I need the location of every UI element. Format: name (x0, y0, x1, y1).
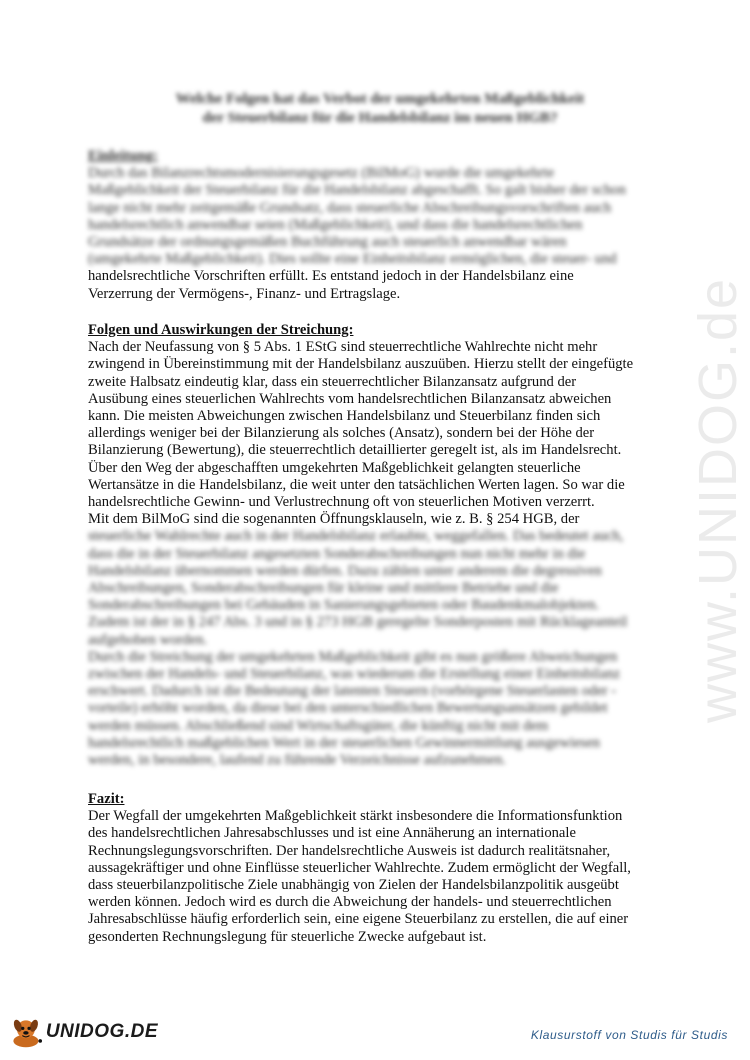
paragraph-line: aufgehoben worden. (88, 631, 208, 648)
paragraph-line: aussagekräftiger und ohne Einflüsse steuerlicher Wahlrechte. Zudem ermöglicht der Wegfall, (88, 859, 631, 876)
section-folgen (88, 322, 688, 769)
paragraph-line: (umgekehrte Maßgeblichkeit). Dies sollte eine Einheitsbilanz ermöglichen, die steuer- und (88, 251, 617, 268)
paragraph-line: Handelsbilanz übernommen werden dürfen. Dazu zählen unter anderem die degressiven (88, 562, 602, 579)
unidog-logo[interactable] (8, 1012, 158, 1052)
title-line-1: Welche Folgen hat das Verbot der umgekehrten Maßgeblichkeit (175, 91, 585, 107)
section-einleitung (88, 148, 688, 303)
paragraph-line: Bilanzierung (Bewertung), die steuerrechtlich detaillierter geregelt ist, als im Handelsrecht. (88, 442, 622, 459)
paragraph-line: Durch die Streichung der umgekehrten Maßgeblichkeit gibt es nun größere Abweichungen (88, 648, 618, 665)
document-title (80, 90, 680, 128)
footer-tagline: Klausurstoff von Studis für Studis (530, 1028, 728, 1042)
paragraph-line: steuerliche Wahlrechte auch in der Handelsbilanz erlaubte, weggefallen. Das bedeutet auch, (88, 528, 624, 545)
paragraph-line: kann. Die meisten Abweichungen zwischen Handelsbilanz und Steuerbilanz finden sich (88, 408, 601, 425)
paragraph-line: handelsrechtliche Vorschriften erfüllt. Es entstand jedoch in der Handelsbilanz eine (88, 268, 574, 285)
paragraph-line: werden müssen. Abschließend sind Wirtschaftsgüter, die künftig nicht mit dem (88, 717, 549, 734)
paragraph-line: Grundsätze der ordnungsgemäßen Buchführung auch steuerlich anwendbar wären (88, 234, 567, 251)
paragraph-line: dass die in der Steuerbilanz angesetzten Sonderabschreibungen nun nicht mehr in die (88, 545, 586, 562)
paragraph-line: handelsrechtlich anwendbar seien (Maßgeblichkeit), und dass die handelsrechtlichen (88, 216, 583, 233)
paragraph-line: werden, in besondere, laufend zu führende Verzeichnisse aufzunehmen. (88, 752, 506, 769)
paragraph-line: Sonderabschreibungen bei Gebäuden in Sanierungsgebieten oder Baudenkmalobjekten. (88, 597, 600, 614)
paragraph-line: Ausübung eines steuerlichen Wahlrechts vom handelsrechtlichen Bilanzansatz abweichen (88, 390, 612, 407)
paragraph-line: Mit dem BilMoG sind die sogenannten Öffnungsklauseln, wie z. B. § 254 HGB, der (88, 511, 580, 528)
paragraph-line: zweite Halbsatz eindeutig klar, dass ein steuerrechtlicher Bilanzansatz aufgrund der (88, 373, 577, 390)
paragraph-line: vorteile) erhöht worden, da diese bei den unterschiedlichen Bewertungsansätzen gebildet (88, 700, 608, 717)
title-line-2: der Steuerbilanz für die Handelsbilanz im neuen HGB? (202, 110, 558, 126)
paragraph-line: Nach der Neufassung von § 5 Abs. 1 EStG sind steuerrechtliche Wahlrechte nicht mehr (88, 339, 598, 356)
paragraph-line: erschwert. Dadurch ist die Bedeutung der latenten Steuern (vorbörgene Steuerlasten oder - (88, 683, 617, 700)
heading-einleitung: Einleitung: (88, 148, 158, 164)
section-fazit (88, 791, 688, 946)
watermark-text: www.UNIDOG.de (688, 276, 748, 724)
paragraph-line: Verzerrung der Vermögens-, Finanz- und Ertragslage. (88, 285, 401, 302)
watermark (688, 270, 748, 730)
paragraph-line: Abschreibungen, Sonderabschreibungen für kleine und mittlere Betriebe und die (88, 580, 559, 597)
paragraph-line: des handelsrechtlichen Jahresabschlusses und ist eine Annäherung an internationale (88, 825, 576, 842)
paragraph-line: gesonderten Rechnungslegung für steuerliche Zwecke aufgebaut ist. (88, 928, 487, 945)
paragraph-line: Wertansätze in die Handelsbilanz, die weit unter den tatsächlichen Werten lagen. So war die (88, 476, 625, 493)
logo-text: UNIDOG.DE (45, 1021, 158, 1042)
paragraph-line: Jahresabschlüsse häufig erforderlich sein, eine eigene Steuerbilanz zu erstellen, die auf einer (88, 911, 629, 928)
paragraph-line: werden können. Jedoch wird es durch die Abweichung der handels- und steuerrechtlichen (88, 894, 612, 911)
paragraph-line: handelsrechtliche Gewinn- und Verlustrechnung oft von steuerlichen Motiven verzerrt. (88, 494, 595, 511)
paragraph-line: zwingend in Übereinstimmung mit der Handelsbilanz auszuüben. Hierzu stellt der eingefügte (88, 356, 634, 373)
heading-folgen: Folgen und Auswirkungen der Streichung: (88, 322, 354, 338)
paragraph-line: handelsrechtlich maßgeblichen Wert in der steuerlichen Gewinnermittlung ausgewiesen (88, 734, 600, 751)
paragraph-line: Zudem ist der in § 247 Abs. 3 und in § 273 HGB geregelte Sonderposten mit Rücklageanteil (88, 614, 628, 631)
paragraph-line: Der Wegfall der umgekehrten Maßgeblichkeit stärkt insbesondere die Informationsfunktion (88, 808, 623, 825)
paragraph-line: allerdings weniger bei der Bilanzierung als solches (Ansatz), sondern bei der Höhe der (88, 425, 595, 442)
paragraph-line: zwischen der Handels- und Steuerbilanz, was wiederum die Erstellung einer Einheitsbilanz (88, 666, 621, 683)
dog-icon (8, 1012, 44, 1052)
paragraph-line: dass steuerbilanzpolitische Ziele unabhängig von Zielen der Handelsbilanzpolitik ausgeübt (88, 877, 619, 894)
paragraph-line: Durch das Bilanzrechtsmodernisierungsgesetz (BilMoG) wurde die umgekehrte (88, 165, 555, 182)
paragraph-line: lange nicht mehr zeitgemäße Grundsatz, dass steuerliche Abschreibungsvorschriften auch (88, 199, 612, 216)
paragraph-line: Rechnungslegungsvorschriften. Der handelsrechtliche Ausweis ist dadurch realitätsnaher, (88, 842, 611, 859)
paragraph-line: Über den Weg der abgeschafften umgekehrten Maßgeblichkeit gelangten steuerliche (88, 459, 581, 476)
heading-fazit: Fazit: (88, 791, 125, 807)
paragraph-line: Maßgeblichkeit der Steuerbilanz für die Handelsbilanz abgeschafft. So galt bisher der schon (88, 182, 626, 199)
